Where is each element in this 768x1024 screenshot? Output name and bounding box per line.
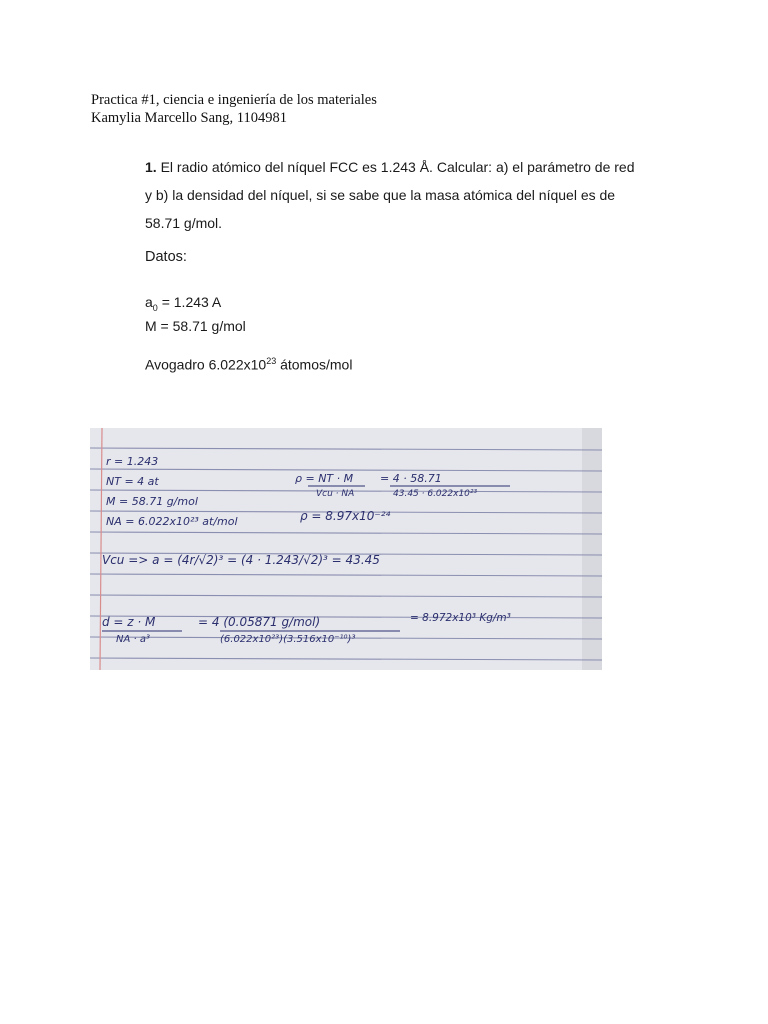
course-title: Practica #1, ciencia e ingeniería de los materiales [91,92,377,108]
hw-d-sub-top: = 4 (0.05871 g/mol) [198,615,321,629]
dato-avogadro [145,356,352,373]
datos-title: Datos: [145,249,187,265]
avogadro-suffix: átomos/mol [276,356,353,373]
a0-sub: 0 [152,302,158,313]
problem-statement [145,153,645,237]
hw-m-line: M = 58.71 g/mol [106,495,198,508]
hw-rho-sub-bottom: 43.45 · 6.022x10²³ [393,489,478,499]
hw-d-result: = 8.972x10³ Kg/m³ [410,612,511,624]
avogadro-prefix: Avogadro 6.022x10 [145,356,267,373]
hw-d-top: d = z · M [102,615,156,629]
a0-value: = 1.243 A [157,294,222,310]
handwritten-sheet [90,428,602,670]
problem-block [145,153,645,373]
hw-rho-formula-bottom: Vcu · NA [316,489,355,499]
student-name: Kamylia Marcello Sang, 1104981 [91,110,287,126]
dato-a0 [145,294,221,313]
hw-nt-line: NT = 4 at [106,475,159,488]
a0-label: a [145,294,153,310]
hw-d-sub-bottom: (6.022x10²³)(3.516x10⁻¹⁰)³ [220,634,356,645]
hw-rho-result: ρ = 8.97x10⁻²⁴ [300,509,391,523]
problem-number: 1. [145,159,157,175]
hw-vcu-line: Vcu => a = (4r/√2)³ = (4 · 1.243/√2)³ = 43.45 [102,553,380,567]
hw-rho-sub-top: = 4 · 58.71 [380,472,442,485]
hw-rho-formula-top: ρ = NT · M [295,472,354,485]
dato-m: M = 58.71 g/mol [145,318,246,334]
handwritten-photo [90,428,602,670]
document-header [91,91,377,127]
hw-d-bottom: NA · a³ [116,634,150,645]
hw-r-line: r = 1.243 [106,455,159,468]
hw-na-line: NA = 6.022x10²³ at/mol [106,515,238,528]
problem-text: El radio atómico del níquel FCC es 1.243 Å. Calcular: a) el parámetro de red y b) la densidad del níquel, si se sabe que la masa atómica del níquel es de 58.71 g/mol. [145,159,635,231]
avogadro-exp: 23 [266,356,277,366]
